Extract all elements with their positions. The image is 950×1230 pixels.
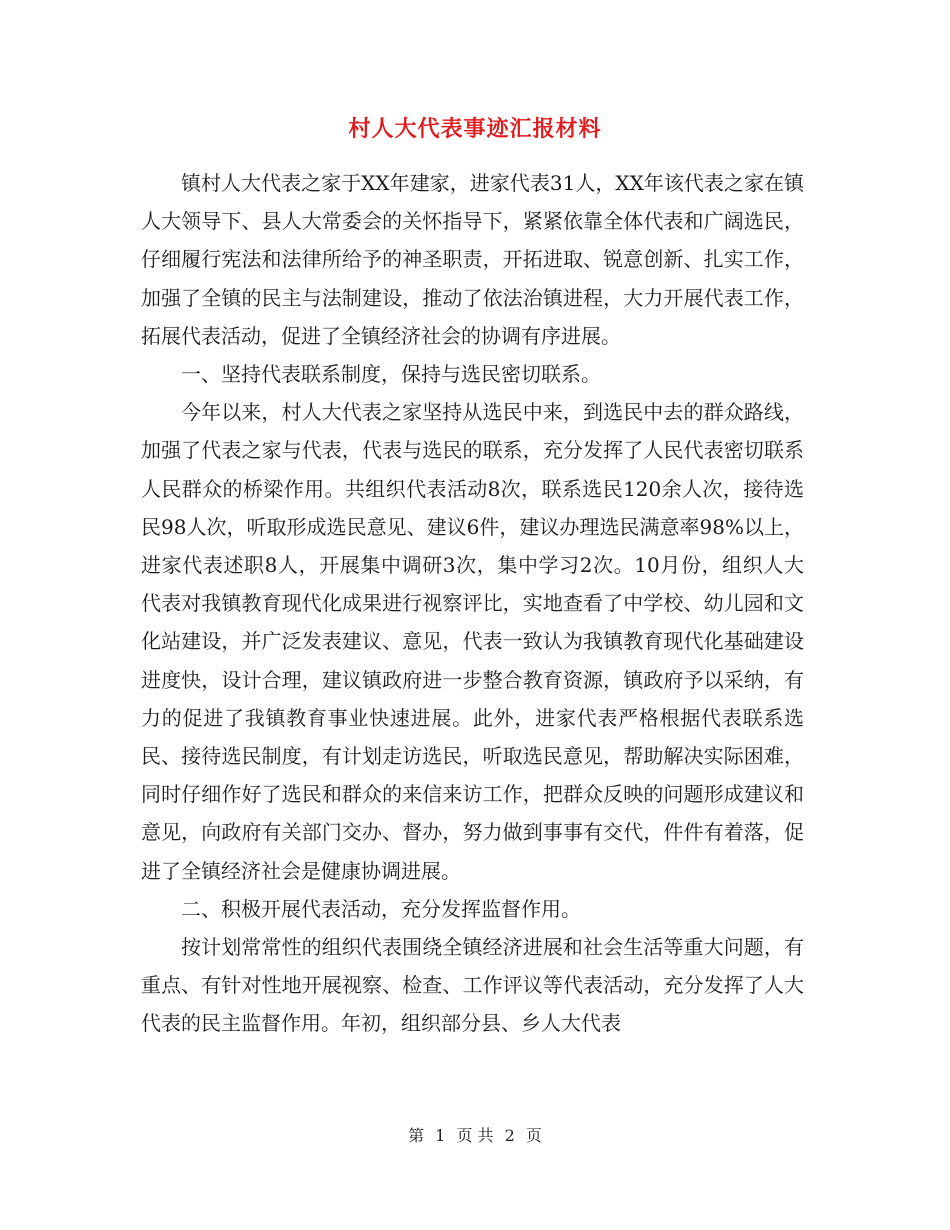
document-body <box>141 164 804 1043</box>
paragraph-section-2: 按计划常常性的组织代表围绕全镇经济进展和社会生活等重大问题，有重点、有针对性地开展视察、检查、工作评议等代表活动，充分发挥了人大代表的民主监督作用。年初，组织部分县、乡人大代表 <box>141 935 804 1036</box>
footer-total-pages: 2 <box>504 1126 515 1145</box>
page-footer <box>0 1124 950 1148</box>
footer-current-page: 1 <box>435 1126 446 1145</box>
paragraph-section-1: 今年以来，村人大代表之家坚持从选民中来，到选民中去的群众路线，加强了代表之家与代表，代表与选民的联系，充分发挥了人民代表密切联系人民群众的桥梁作用。共组织代表活动8次，联系选民120余人次，接待选民98人次，听取形成选民意见、建议6件，建议办理选民满意率98%以上，进家代表述职8人，开展集中调研3次，集中学习2次。10月份，组织人大代表对我镇教育现代化成果进行视察评比，实地查看了中学校、幼儿园和文化站建设，并广泛发表建议、意见，代表一致认为我镇教育现代化基础建设进度快，设计合理，建议镇政府进一步整合教育资源，镇政府予以采纳，有力的促进了我镇教育事业快速进展。此外，进家代表严格根据代表联系选民、接待选民制度，有计划走访选民，听取选民意见，帮助解决实际困难，同时仔细作好了选民和群众的来信来访工作，把群众反映的问题形成建议和意见，向政府有关部门交办、督办，努力做到事事有交代，件件有着落，促进了全镇经济社会是健康协调进展。 <box>141 400 804 883</box>
footer-mid: 页 共 <box>456 1126 494 1145</box>
paragraph-intro: 镇村人大代表之家于XX年建家，进家代表31人，XX年该代表之家在镇人大领导下、县人大常委会的关怀指导下，紧紧依靠全体代表和广阔选民，仔细履行宪法和法律所给予的神圣职责，开拓进取、锐意创新、扎实工作，加强了全镇的民主与法制建设，推动了依法治镇进程，大力开展代表工作，拓展代表活动，促进了全镇经济社会的协调有序进展。 <box>141 171 804 348</box>
section-heading-1: 一、坚持代表联系制度，保持与选民密切联系。 <box>181 362 601 387</box>
footer-suffix: 页 <box>525 1126 542 1145</box>
footer-prefix: 第 <box>408 1126 425 1145</box>
document-title: 村人大代表事迹汇报材料 <box>348 116 602 142</box>
section-heading-2: 二、积极开展代表活动，充分发挥监督作用。 <box>181 896 581 921</box>
